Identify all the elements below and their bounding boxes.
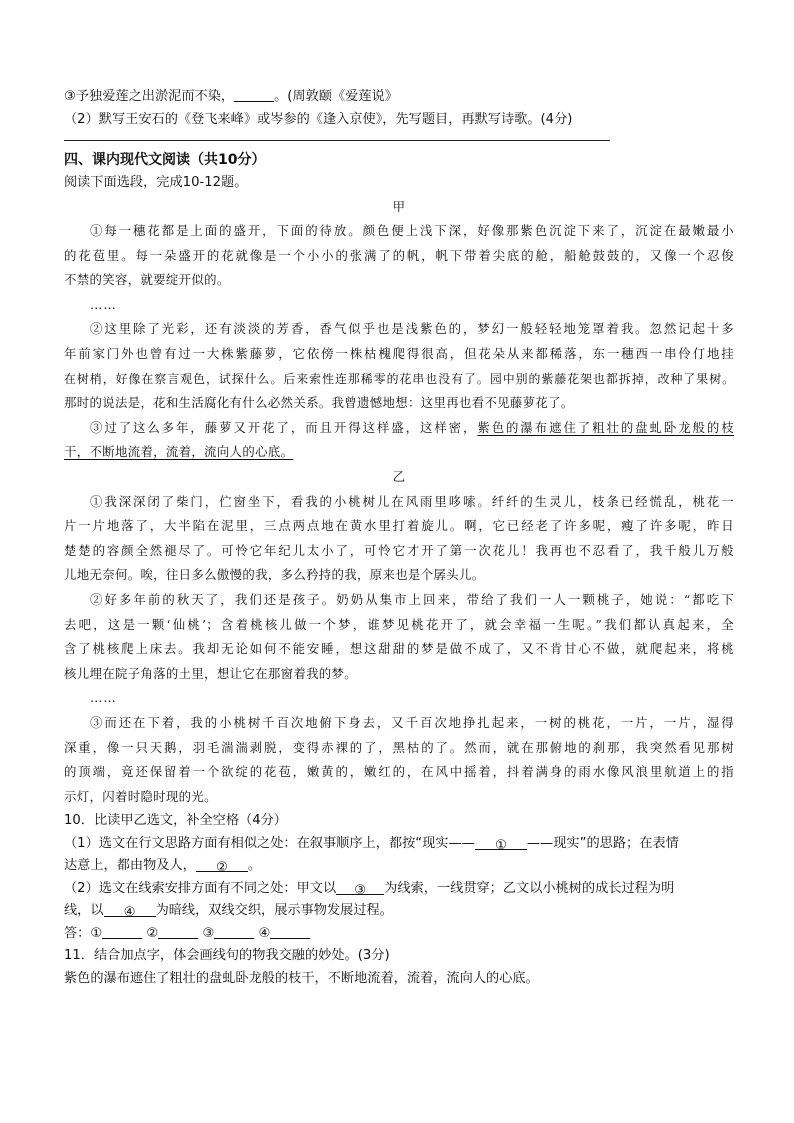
yi-p3-line: 示灯，闪着时隐时现的光。 bbox=[64, 788, 217, 804]
poem-fill-blank[interactable] bbox=[234, 87, 274, 102]
yi-p3-line: ③而还在下着，我的小桃树千百次地俯下身去，又千百次地挣扎起来，一树的桃花，一片，一片，湿得 bbox=[90, 714, 734, 730]
q11-title: 11．结合加点字，体会画线句的物我交融的妙处。(3分) bbox=[64, 948, 390, 964]
yi-p1-line: 片一片地落了，大半陷在泥里，三点两点地在黄水里打着旋儿。啊，它已经老了许多呢，瘦了许多呢，昨日 bbox=[64, 518, 734, 534]
yi-p1-line: ①我深深闭了柴门，伫窗坐下，看我的小桃树儿在风雨里哆嗦。纤纤的生灵儿，枝条已经慌乱，桃花一 bbox=[90, 493, 734, 509]
yi-p3-line: 深重，像一只天鹅，羽毛湍湍剥脱，变得赤裸的了，黑枯的了。然而，就在那俯地的刹那，我突然看见那树 bbox=[64, 739, 734, 755]
q10-part2-text: 线，以 bbox=[64, 903, 104, 919]
q10-title: 10．比读甲乙选文，补全空格（4分） bbox=[64, 813, 287, 829]
q10-part2-text: （2）选文在线索安排方面有不同之处：甲文以 bbox=[64, 880, 337, 896]
blank-3[interactable]: ③ bbox=[336, 880, 384, 895]
yi-p1-line: 儿地无奈何。唉，往日多么傲慢的我，多么矜持的我，原来也是个孱头儿。 bbox=[64, 567, 485, 583]
q10-part2-text: 为线索，一线贯穿；乙文以小桃树的成长过程为明 bbox=[384, 880, 675, 896]
jia-p3-text: ③过了这么多年，藤萝又开花了，而且开得这样盛，这样密， bbox=[90, 419, 478, 435]
q10-answer-line: 答：① ② ③ ④ bbox=[64, 923, 734, 946]
jia-p2-line: 年前家门外也曾有过一大株紫藤萝，它依傍一株枯槐爬得很高，但花朵从来都稀落，东一穗西一串伶仃地挂 bbox=[64, 346, 734, 362]
q10-part1-text: ——现实”的思路；在表情 bbox=[526, 835, 679, 851]
q10-part1-text: （1）选文在行文思路方面有相似之处：在叙事顺序上，都按“现实—— bbox=[64, 835, 475, 851]
passage-yi-title: 乙 bbox=[392, 469, 406, 485]
q10-part2-line bbox=[64, 878, 734, 901]
yi-p2-line: 核儿埋在院子角落的土里，想让它在那窗着我的梦。 bbox=[64, 665, 358, 681]
blank-4[interactable]: ④ bbox=[104, 902, 156, 917]
q10-part2-line bbox=[64, 900, 734, 923]
jia-p2-line: ②这里除了光彩，还有淡淡的芳香，香气似乎也是浅紫色的，梦幻一般轻轻地笼罩着我。忽然记起十多 bbox=[90, 321, 734, 337]
exam-page bbox=[64, 86, 734, 990]
jia-p1-line: 的花苞里。每一朵盛开的花就像是一个小小的张满了的帆，帆下带着尖底的舱，船舱鼓鼓的，又像一个忍俊 bbox=[64, 247, 734, 263]
q11-sentence: 紫色的瀑布遮住了粗壮的盘虬卧龙般的枝干，不断地流着，流着，流向人的心底。 bbox=[64, 970, 539, 986]
underlined-sentence: 干，不断地流着，流着，流向人的心底。 bbox=[64, 444, 294, 460]
blank-2[interactable]: ② bbox=[196, 857, 248, 872]
section-4-title: 四、课内现代文阅读（共10分） bbox=[64, 152, 266, 168]
poem-fill-source: 。(周敦颐《爱莲说》 bbox=[274, 89, 398, 104]
yi-p2-line: 去吧，这是一颗‘仙桃’；含着桃核儿做一个梦，谁梦见桃花开了，就会幸福一生呢。”我们都认真起来，全 bbox=[64, 616, 734, 632]
blank-1[interactable]: ① bbox=[475, 835, 527, 850]
q10-part1-line bbox=[64, 833, 734, 856]
jia-p3-line bbox=[64, 416, 734, 441]
underlined-sentence: 紫色的瀑布遮住了粗壮的盘虬卧龙般的枝 bbox=[477, 419, 734, 435]
answer-blank-4[interactable] bbox=[270, 924, 310, 939]
poem-fill-line bbox=[64, 86, 734, 109]
jia-p1-line: ①每一穗花都是上面的盛开，下面的待放。颜色便上浅下深，好像那紫色沉淀下来了，沉淀在最嫩最小 bbox=[90, 223, 734, 239]
yi-p2-line: ②好多年前的秋天了，我们还是孩子。奶奶从集市上回来，带给了我们一人一颗桃子，她说：“都吃下 bbox=[90, 592, 734, 607]
ellipsis: …… bbox=[90, 296, 117, 312]
q10-part1-text: 达意上，都由物及人， bbox=[64, 858, 196, 874]
answer-blank-3[interactable] bbox=[214, 924, 254, 939]
jia-p1-line: 不禁的笑容，就要绽开似的。 bbox=[64, 272, 230, 288]
recite-question: （2）默写王安石的《登飞来峰》或岑参的《逢入京使》，先写题目，再默写诗歌。(4分) bbox=[64, 111, 573, 127]
yi-p2-line: 含了桃核爬上床去。我却无论如何不能安睡，想这甜甜的梦是做不成了，又不肯甘心不做，就爬起来，将桃 bbox=[64, 641, 734, 657]
q10-part1-line: 达意上，都由物及人， ② 。 bbox=[64, 858, 262, 876]
answer-blank-2[interactable] bbox=[158, 924, 198, 939]
ellipsis: …… bbox=[90, 690, 117, 706]
passage-jia-title: 甲 bbox=[392, 198, 406, 214]
jia-p3-line bbox=[64, 440, 734, 465]
answer-label: 答： bbox=[64, 925, 91, 941]
section-4-instruction: 阅读下面选段，完成10-12题。 bbox=[64, 175, 248, 190]
answer-blank-1[interactable] bbox=[102, 924, 142, 939]
jia-p2-line: 在树梢，好像在察言观色，试探什么。后来索性连那稀零的花串也没有了。园中别的紫藤花架也都拆掉，改种了果树。 bbox=[64, 371, 734, 386]
q10-part2-text: 为暗线，双线交织，展示事物发展过程。 bbox=[155, 903, 393, 919]
answer-line[interactable] bbox=[64, 140, 610, 141]
poem-fill-prefix: ③予独爱莲之出淤泥而不染， bbox=[64, 89, 235, 104]
yi-p3-line: 的顶端，竟还保留着一个欲绽的花苞，嫩黄的，嫩红的，在风中摇着，抖着满身的雨水像风浪里航道上的指 bbox=[64, 764, 734, 780]
jia-p2-line: 那时的说法是，花和生活腐化有什么必然关系。我曾遗憾地想：这里再也看不见藤萝花了。 bbox=[64, 395, 574, 411]
yi-p1-line: 楚楚的容颜全然褪尽了。可怜它年纪儿太小了，可怜它才开了第一次花儿！我再也不忍看了，我千般儿万般 bbox=[64, 542, 734, 558]
